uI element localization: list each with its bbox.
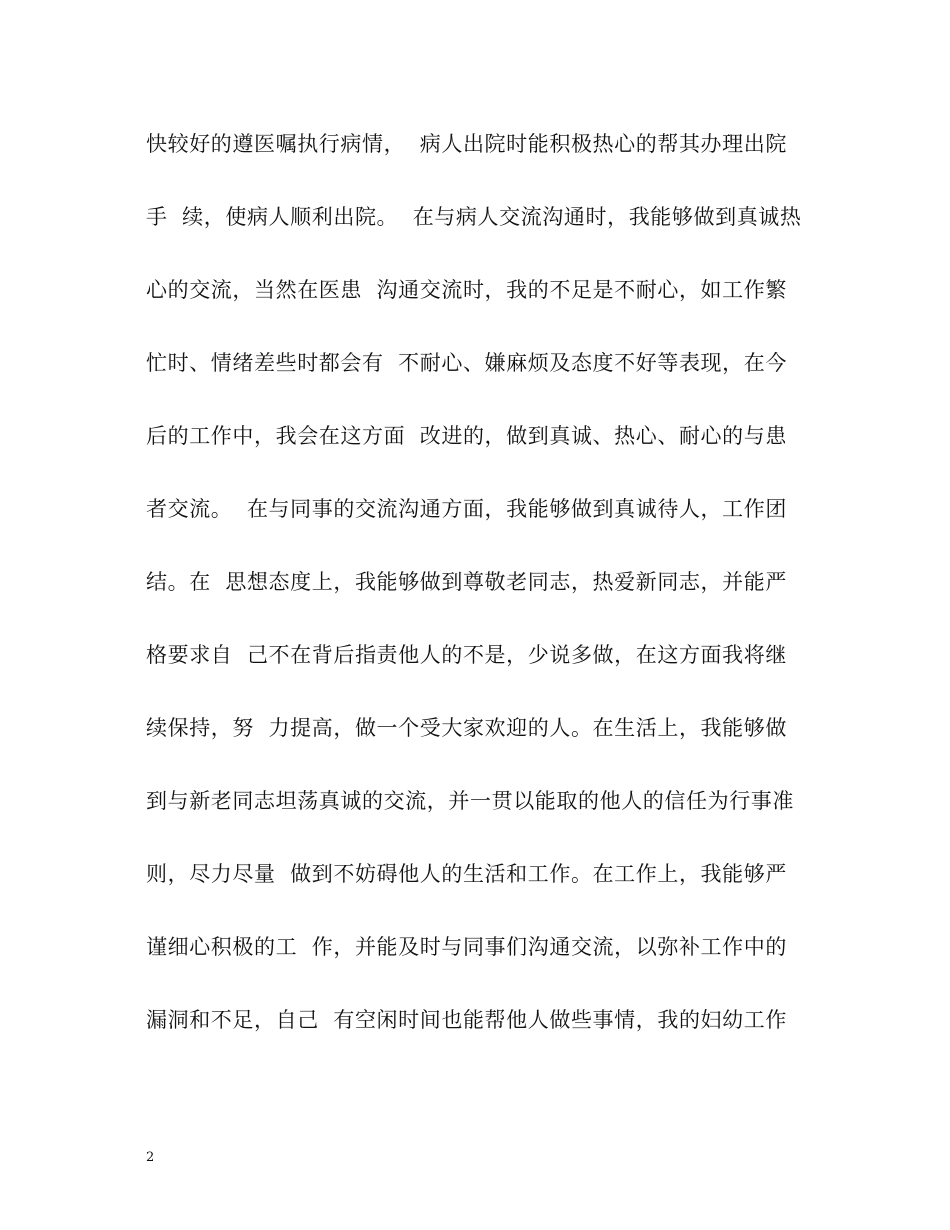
text-line: 手 续，使病人顺利出院。 在与病人交流沟通时，我能够做到真诚热: [146, 205, 802, 229]
text-line: 快较好的遵医嘱执行病情， 病人出院时能积极热心的帮其办理出院: [146, 132, 787, 156]
text-line: 后的工作中，我会在这方面 改进的，做到真诚、热心、耐心的与患: [146, 424, 787, 448]
text-line: 到与新老同志坦荡真诚的交流，并一贯以能取的他人的信任为行事准: [146, 789, 794, 813]
text-line: 漏洞和不足，自己 有空闲时间也能帮他人做些事情，我的妇幼工作: [146, 1008, 787, 1032]
page-number: 2: [146, 1150, 155, 1165]
text-line: 谨细心积极的工 作，并能及时与同事们沟通交流，以弥补工作中的: [146, 935, 787, 959]
text-line: 格要求自 己不在背后指责他人的不是，少说多做，在这方面我将继: [146, 643, 787, 667]
text-line: 结。在 思想态度上，我能够做到尊敬老同志，热爱新同志，并能严: [146, 570, 787, 594]
text-line: 则，尽力尽量 做到不妨碍他人的生活和工作。在工作上，我能够严: [146, 862, 787, 886]
text-line: 心的交流，当然在医患 沟通交流时，我的不足是不耐心，如工作繁: [146, 278, 787, 302]
text-line: 者交流。 在与同事的交流沟通方面，我能够做到真诚待人，工作团: [146, 497, 787, 521]
body-text: [146, 127, 806, 1076]
text-line: 忙时、情绪差些时都会有 不耐心、嫌麻烦及态度不好等表现，在今: [146, 351, 787, 375]
text-line: 续保持，努 力提高，做一个受大家欢迎的人。在生活上，我能够做: [146, 716, 787, 740]
